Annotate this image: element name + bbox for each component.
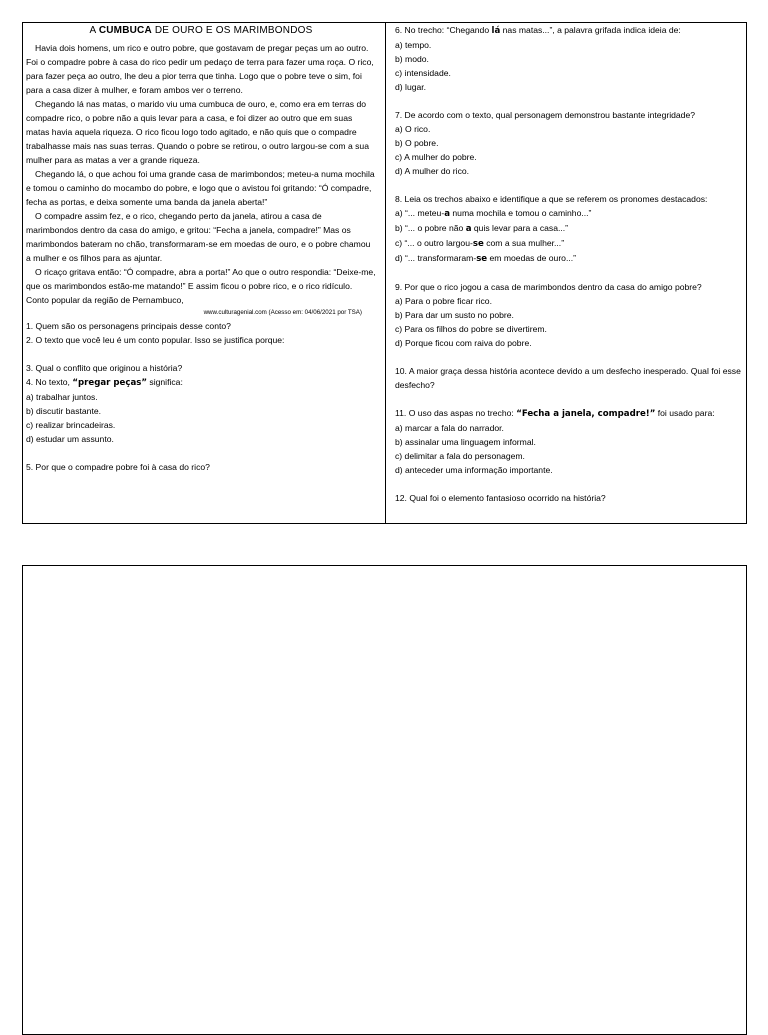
story-paragraph: Chegando lá nas matas, o marido viu uma cumbuca de ouro, e, como era em terras do compadre rico, o pobre não a quis levar para a casa, e foi dizer ao outro que em suas matas havia aquela riqueza. O rico ficou logo todo agitado, e não quis que o compadre trabalhasse mais nas suas terras. Quando o pobre se retirou, o outro largou-se com a sua mulher para as matas a ver a grande riqueza. bbox=[26, 99, 369, 165]
question-8-option: a) “... meteu-a numa mochila e tomou o caminho...” bbox=[395, 208, 592, 219]
question-8-option: c) “... o outro largou-se com a sua mulher...” bbox=[395, 238, 565, 249]
question-2: 2. O texto que você leu é um conto popular. Isso se justifica porque: bbox=[26, 335, 285, 345]
question-11-option: b) assinalar uma linguagem informal. bbox=[395, 437, 536, 447]
question-11-option: c) delimitar a fala do personagem. bbox=[395, 451, 525, 461]
question-3: 3. Qual o conflito que originou a história? bbox=[26, 363, 183, 373]
question-7-option: a) O rico. bbox=[395, 124, 431, 134]
question-9-option: c) Para os filhos do pobre se divertirem. bbox=[395, 324, 547, 334]
question-4-option: c) realizar brincadeiras. bbox=[26, 420, 116, 430]
question-8: 8. Leia os trechos abaixo e identifique a que se referem os pronomes destacados: bbox=[395, 194, 708, 204]
question-7-option: c) A mulher do pobre. bbox=[395, 152, 477, 162]
question-1: 1. Quem são os personagens principais desse conto? bbox=[26, 321, 231, 331]
question-9: 9. Por que o rico jogou a casa de marimbondos dentro da casa do amigo pobre? bbox=[395, 282, 702, 292]
question-11-option: a) marcar a fala do narrador. bbox=[395, 423, 504, 433]
story-title: A CUMBUCA DE OURO E OS MARIMBONDOS bbox=[89, 25, 313, 36]
question-9-option: d) Porque ficou com raiva do pobre. bbox=[395, 338, 532, 348]
question-7-option: b) O pobre. bbox=[395, 138, 439, 148]
question-10: 10. A maior graça dessa história acontece devido a um desfecho inesperado. Qual foi esse desfecho? bbox=[395, 366, 741, 390]
question-6: 6. No trecho: “Chegando lá nas matas...”, a palavra grifada indica ideia de: bbox=[395, 25, 681, 36]
question-4: 4. No texto, “pregar peças” significa: bbox=[26, 377, 183, 388]
question-12: 12. Qual foi o elemento fantasioso ocorrido na história? bbox=[395, 493, 606, 503]
questions-column bbox=[395, 23, 741, 505]
question-7-option: d) A mulher do rico. bbox=[395, 166, 470, 176]
question-8-option: b) “... o pobre não a quis levar para a casa...” bbox=[395, 223, 569, 234]
question-6-option: a) tempo. bbox=[395, 40, 432, 50]
question-11: 11. O uso das aspas no trecho: “Fecha a janela, compadre!” foi usado para: bbox=[395, 408, 715, 419]
story-paragraph: Havia dois homens, um rico e outro pobre, que gostavam de pregar peças um ao outro. Foi o compadre pobre à casa do rico pedir um pedaço de terra para fazer uma roça. O rico, para fazer peça ao outro, lhe deu a pior terra que tinha. Logo que o pobre teve o sim, foi para a casa dizer à mulher, e foram ambos ver o terreno. bbox=[26, 43, 374, 95]
question-6-option: b) modo. bbox=[395, 54, 429, 64]
question-7: 7. De acordo com o texto, qual personagem demonstrou bastante integridade? bbox=[395, 110, 696, 120]
question-6-option: c) intensidade. bbox=[395, 68, 451, 78]
story-paragraph: O compadre assim fez, e o rico, chegando perto da janela, atirou a casa de marimbondos dentro da casa do amigo, e gritou: “Fecha a janela, compadre!” Mas os marimbondos bateram no chão, transformaram-se em moedas de ouro, e o pobre chamou a mulher e os filhos para as ajuntar. bbox=[26, 211, 371, 263]
question-5: 5. Por que o compadre pobre foi à casa do rico? bbox=[26, 462, 210, 472]
question-4-option: b) discutir bastante. bbox=[26, 406, 101, 416]
question-11-option: d) anteceder uma informação importante. bbox=[395, 465, 553, 475]
story-credit: www.culturagenial.com (Acesso em: 04/06/2021 por TSA) bbox=[203, 309, 362, 316]
story-source: Conto popular da região de Pernambuco, bbox=[26, 295, 184, 305]
question-9-option: b) Para dar um susto no pobre. bbox=[395, 310, 514, 320]
question-6-option: d) lugar. bbox=[395, 82, 427, 92]
question-4-option: d) estudar um assunto. bbox=[26, 434, 114, 444]
answer-frame bbox=[22, 565, 747, 1035]
question-4-option: a) trabalhar juntos. bbox=[26, 392, 98, 402]
question-8-option: d) “... transformaram-se em moedas de ouro...” bbox=[395, 253, 576, 264]
question-9-option: a) Para o pobre ficar rico. bbox=[395, 296, 492, 306]
column-divider bbox=[385, 22, 386, 524]
story-paragraph: O ricaço gritava então: “Ó compadre, abra a porta!” Ao que o outro respondia: “Deixe-me, que os marimbondos estão-me matando!” E assim ficou o pobre rico, e o rico ridículo. bbox=[26, 267, 376, 291]
story-column bbox=[26, 23, 376, 474]
story-paragraph: Chegando lá, o que achou foi uma grande casa de marimbondos; meteu-a numa mochila e tomou o caminho do mocambo do pobre, e logo que o avistou foi gritando: “Ó compadre, fecha as portas, e deixa somente uma banda da janela aberta!” bbox=[26, 169, 375, 207]
